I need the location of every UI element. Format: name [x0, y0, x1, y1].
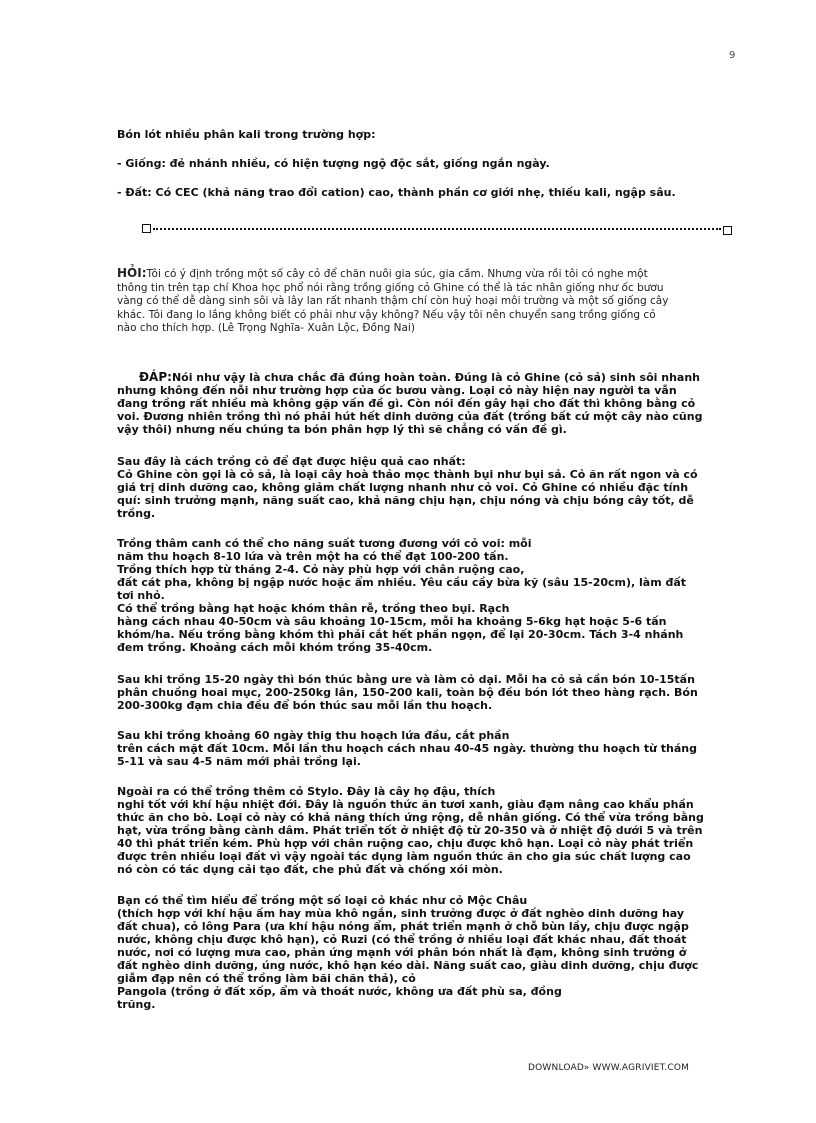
question-line: nào cho thích hợp. (Lê Trọng Nghĩa- Xuân Lộc, Đồng Nai): [117, 322, 415, 334]
paragraph-line: Sau khi trồng khoảng 60 ngày thig thu hoạch lứa đầu, cắt phần: [117, 729, 510, 742]
paragraph-cach-trong: [117, 455, 739, 520]
kali-giong: - Giống: đẻ nhánh nhiều, có hiện tượng ngộ độc sắt, giống ngắn ngày.: [117, 157, 550, 170]
question-label: HỎI:: [117, 266, 147, 280]
paragraph-line: Pangola (trồng ở đất xốp, ẩm và thoát nước, không ưa đất phù sa, đồng: [117, 985, 562, 998]
paragraph-line: Trồng thâm canh có thể cho năng suất tương đương với cỏ voi: mỗi: [117, 537, 532, 550]
paragraph-line: đất nghèo dinh dưỡng, úng nước, khô hạn kéo dài. Năng suất cao, giàu dinh dưỡng, chịu được: [117, 959, 699, 972]
paragraph-line: phân chuồng hoai mục, 200-250kg lân, 150-200 kali, toàn bộ đều bón lót theo hàng rạch. Bón: [117, 686, 698, 699]
paragraph-thu-hoach: [117, 729, 739, 768]
question-line: vàng có thể dễ dàng sinh sôi và lây lan rất nhanh thậm chí còn huỷ hoại môi trường và một số giống cây: [117, 295, 669, 307]
paragraph-line: thức ăn cho bò. Loại cỏ này có khả năng thích ứng rộng, dễ nhân giống. Có thể vừa trồng bằng: [117, 811, 704, 824]
paragraph-line: năm thu hoạch 8-10 lứa và trên một ha có thể đạt 100-200 tấn.: [117, 550, 509, 563]
paragraph-line: (thích hợp với khí hậu ấm hay mùa khô ngắn, sinh trưởng được ở đất nghèo dinh dưỡng hay: [117, 907, 685, 920]
answer-block: [117, 371, 739, 436]
paragraph-line: hàng cách nhau 40-50cm và sâu khoảng 10-15cm, mỗi ha khoảng 5-6kg hạt hoặc 5-6 tấn: [117, 615, 667, 628]
paragraph-tham-canh: [117, 537, 739, 654]
question-line: thông tin trên tạp chí Khoa học phổ nói rằng trồng giống cỏ Ghine có thể là tác nhân giống như ốc bươu: [117, 281, 664, 294]
paragraph-line: Cỏ Ghine còn gọi là cỏ sả, là loại cây hoà thảo mọc thành bụi như bụi sả. Cỏ ăn rất ngon và có: [117, 468, 698, 481]
paragraph-line: nghi tốt với khí hậu nhiệt đới. Đây là nguồn thức ăn tươi xanh, giàu đạm nâng cao khẩu phần: [117, 798, 694, 811]
paragraph-line: trên cách mặt đất 10cm. Mỗi lần thu hoạch cách nhau 40-45 ngày. thường thu hoạch từ tháng: [117, 742, 698, 755]
answer-line: đang trồng rất nhiều mà không gặp vấn đề gì. Còn nói đến gây hại cho đất thì không bằng cỏ: [117, 397, 696, 410]
paragraph-line: 200-300kg đạm chia đều để bón thúc sau mỗi lần thu hoạch.: [117, 699, 493, 712]
paragraph-line: giẫm đạp nên có thể trồng làm bãi chăn thả), cỏ: [117, 972, 416, 985]
paragraph-line: 40 thì phát triển kém. Phù hợp với chân ruộng cao, chịu được khô hạn. Loại cỏ này phát triển: [117, 837, 694, 850]
answer-line: nhưng không đến nỗi như trường hợp của ốc bươu vàng. Loại cỏ này hiện nay người ta vẫn: [117, 384, 677, 397]
paragraph-line: tơi nhỏ.: [117, 589, 165, 602]
paragraph-line: đất cát pha, không bị ngập nước hoặc ẩm nhiều. Yêu cầu cầy bừa kỹ (sâu 15-20cm), làm đất: [117, 576, 687, 589]
question-line: Tôi có ý định trồng một số cây cỏ để chăn nuôi gia súc, gia cầm. Nhưng vừa rồi tôi có nghe một: [146, 268, 648, 280]
paragraph-line: được trên nhiều loại đất vì vậy ngoài tác dụng làm nguồn thức ăn cho gia súc chất lượng cao: [117, 850, 691, 863]
question-line: khác. Tôi đang lo lắng không biết có phải như vậy không? Nếu vậy tôi nên chuyển sang trồng giống cỏ: [117, 308, 656, 321]
answer-label: ĐÁP:: [139, 370, 172, 384]
paragraph-line: nó còn có tác dụng cải tạo đất, che phủ đất và chống xói mòn.: [117, 863, 503, 876]
answer-line: voi. Đương nhiên trồng thì nó phải hút hết dinh dưỡng của đất (trồng bất cứ một cây nào cũng: [117, 410, 703, 423]
divider-left-square: [142, 224, 151, 233]
footer-download-link[interactable]: DOWNLOAD» WWW.AGRIVIET.COM: [528, 1063, 690, 1073]
divider-dotted-line: [153, 228, 721, 230]
paragraph-line: Sau khi trồng 15-20 ngày thì bón thúc bằng ure và làm cỏ dại. Mỗi ha cỏ sả cần bón 10-15tấn: [117, 673, 695, 686]
paragraph-moc-chau: [117, 894, 739, 1011]
paragraph-line: 5-11 và sau 4-5 năm mới phải trồng lại.: [117, 755, 361, 768]
section-divider: [142, 224, 732, 234]
paragraph-line: trồng.: [117, 507, 156, 520]
paragraph-line: giá trị dinh dưỡng cao, không giảm chất lượng nhanh như cỏ voi. Cỏ Ghine có nhiều đặc tính: [117, 481, 689, 494]
answer-line: Nói như vậy là chưa chắc đã đúng hoàn toàn. Đúng là cỏ Ghine (cỏ sả) sinh sôi nhanh: [171, 371, 701, 384]
paragraph-line: nước, không chịu được khô hạn), cỏ Ruzi (có thể trồng ở nhiều loại đất khác nhau, đất thoát: [117, 933, 687, 946]
paragraph-line: nước, nơi có lượng mưa cao, phản ứng mạnh với phân bón nhất là đạm, không sinh trưởng ở: [117, 946, 687, 959]
paragraph-line: khóm/ha. Nếu trồng bằng khóm thì phải cắt hết phần ngọn, để lại 20-30cm. Tách 3-4 nhánh: [117, 628, 684, 641]
paragraph-line: Sau đây là cách trồng cỏ để đạt được hiệu quả cao nhất:: [117, 455, 466, 468]
paragraph-line: Bạn có thể tìm hiểu để trồng một số loại cỏ khác như cỏ Mộc Châu: [117, 894, 528, 907]
kali-dat: - Đất: Có CEC (khả năng trao đổi cation) cao, thành phần cơ giới nhẹ, thiếu kali, ngập sâu.: [117, 186, 676, 199]
paragraph-line: trũng.: [117, 998, 156, 1011]
answer-line: vậy thôi) nhưng nếu chúng ta bón phân hợp lý thì sẽ chẳng có vấn đề gì.: [117, 423, 567, 436]
divider-right-square: [723, 226, 732, 235]
paragraph-line: đất chua), cỏ lông Para (ưa khí hậu nóng ẩm, phát triển mạnh ở chỗ bùn lầy, chịu được ngập: [117, 920, 689, 933]
paragraph-line: quí: sinh trưởng mạnh, năng suất cao, khả năng chịu hạn, chịu nóng và chịu bóng cây tốt, dễ: [117, 494, 694, 507]
paragraph-line: Có thể trồng bằng hạt hoặc khóm thân rễ, trồng theo bụi. Rạch: [117, 602, 510, 615]
paragraph-line: Trồng thích hợp từ tháng 2-4. Cỏ này phù hợp với chân ruộng cao,: [117, 563, 525, 576]
kali-heading: Bón lót nhiều phân kali trong trường hợp:: [117, 128, 376, 141]
paragraph-bon-thuc: [117, 673, 739, 712]
question-block: [117, 267, 747, 336]
paragraph-line: Ngoài ra có thể trồng thêm cỏ Stylo. Đây là cây họ đậu, thích: [117, 785, 496, 798]
paragraph-stylo: [117, 785, 739, 876]
paragraph-line: hạt, vừa trồng bằng cành dâm. Phát triển tốt ở nhiệt độ từ 20-350 và ở nhiệt độ dưới 5 và trên: [117, 824, 703, 837]
page-number: 9: [729, 50, 736, 61]
paragraph-line: đem trồng. Khoảng cách mỗi khóm trồng 35-40cm.: [117, 641, 433, 654]
